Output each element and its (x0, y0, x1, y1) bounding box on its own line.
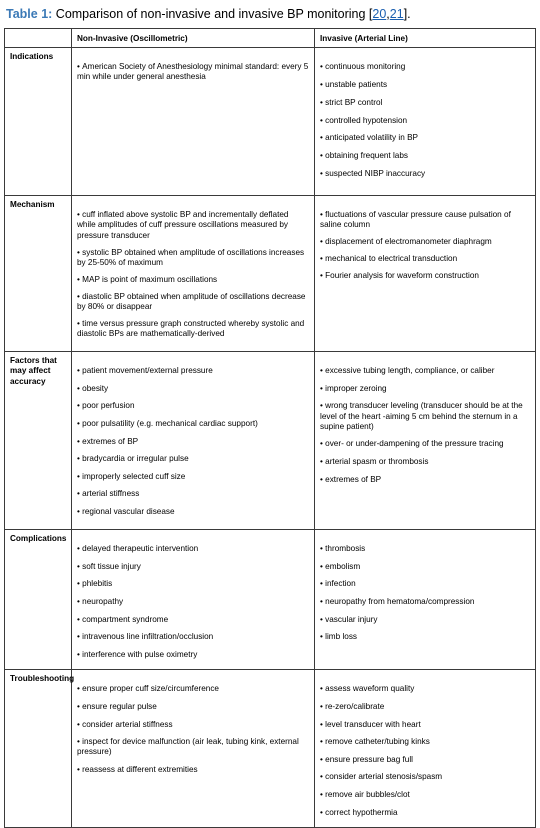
list-item: • improperly selected cuff size (77, 472, 309, 482)
non-invasive-cell (72, 196, 315, 352)
invasive-cell (315, 530, 536, 670)
list-item: • remove air bubbles/clot (320, 790, 530, 800)
invasive-cell (315, 48, 536, 196)
table-caption (6, 6, 411, 22)
invasive-list (320, 534, 530, 642)
list-item: • American Society of Anesthesiology minimal standard: every 5 min while under general anesthesia (77, 62, 309, 82)
list-item: • continuous monitoring (320, 62, 530, 72)
list-item: • cuff inflated above systolic BP and incrementally deflated while amplitudes of cuff pressure oscillations measured by pressure transducer (77, 210, 309, 241)
row-label: Troubleshooting (5, 670, 72, 828)
list-item: • poor perfusion (77, 401, 309, 411)
list-item: • reassess at different extremities (77, 765, 309, 775)
caption-end: ]. (403, 7, 411, 21)
non-invasive-cell (72, 352, 315, 530)
invasive-list (320, 356, 530, 485)
list-item: • unstable patients (320, 80, 530, 90)
list-item: • ensure regular pulse (77, 702, 309, 712)
non-invasive-cell (72, 670, 315, 828)
row-factors-accuracy (5, 352, 536, 530)
list-item: • thrombosis (320, 544, 530, 554)
list-item: • neuropathy from hematoma/compression (320, 597, 530, 607)
header-empty (5, 29, 72, 48)
header-non-invasive: Non-Invasive (Oscillometric) (72, 29, 315, 48)
header-row (5, 29, 536, 48)
list-item: • obesity (77, 384, 309, 394)
list-item: • regional vascular disease (77, 507, 309, 517)
list-item: • excessive tubing length, compliance, or caliber (320, 366, 530, 376)
list-item: • vascular injury (320, 615, 530, 625)
reference-separator: , (386, 7, 390, 21)
list-item: • MAP is point of maximum oscillations (77, 275, 309, 285)
list-item: • assess waveform quality (320, 684, 530, 694)
non-invasive-list (77, 200, 309, 339)
list-item: • arterial spasm or thrombosis (320, 457, 530, 467)
list-item: • arterial stiffness (77, 489, 309, 499)
row-label: Mechanism (5, 196, 72, 352)
row-label: Factors that may affect accuracy (5, 352, 72, 530)
list-item: • neuropathy (77, 597, 309, 607)
header-invasive: Invasive (Arterial Line) (315, 29, 536, 48)
list-item: • correct hypothermia (320, 808, 530, 818)
invasive-cell (315, 352, 536, 530)
list-item: • patient movement/external pressure (77, 366, 309, 376)
list-item: • level transducer with heart (320, 720, 530, 730)
invasive-list (320, 674, 530, 817)
row-label: Indications (5, 48, 72, 196)
list-item: • remove catheter/tubing kinks (320, 737, 530, 747)
list-item: • inspect for device malfunction (air leak, tubing kink, external pressure) (77, 737, 309, 757)
row-troubleshooting (5, 670, 536, 828)
row-mechanism (5, 196, 536, 352)
list-item: • extremes of BP (320, 475, 530, 485)
row-label: Complications (5, 530, 72, 670)
reference-link-21[interactable]: 21 (389, 7, 404, 21)
list-item: • ensure pressure bag full (320, 755, 530, 765)
comparison-table (4, 28, 536, 828)
row-complications (5, 530, 536, 670)
invasive-cell (315, 196, 536, 352)
list-item: • compartment syndrome (77, 615, 309, 625)
non-invasive-cell (72, 530, 315, 670)
list-item: • over- or under-dampening of the pressure tracing (320, 439, 530, 449)
row-indications (5, 48, 536, 196)
list-item: • wrong transducer leveling (transducer should be at the level of the heart -aiming 5 cm behind the sternum in a supine patient) (320, 401, 530, 432)
list-item: • suspected NIBP inaccuracy (320, 169, 530, 179)
list-item: • controlled hypotension (320, 116, 530, 126)
invasive-cell (315, 670, 536, 828)
list-item: • poor pulsatility (e.g. mechanical cardiac support) (77, 419, 309, 429)
invasive-list (320, 52, 530, 179)
list-item: • soft tissue injury (77, 562, 309, 572)
table-number: Table 1: (6, 7, 53, 21)
non-invasive-list (77, 52, 309, 82)
list-item: • phlebitis (77, 579, 309, 589)
list-item: • interference with pulse oximetry (77, 650, 309, 660)
list-item: • mechanical to electrical transduction (320, 254, 530, 264)
list-item: • delayed therapeutic intervention (77, 544, 309, 554)
non-invasive-list (77, 674, 309, 775)
list-item: • fluctuations of vascular pressure cause pulsation of saline column (320, 210, 530, 230)
reference-link-20[interactable]: 20 (372, 7, 387, 21)
list-item: • anticipated volatility in BP (320, 133, 530, 143)
list-item: • limb loss (320, 632, 530, 642)
list-item: • obtaining frequent labs (320, 151, 530, 161)
table-title: Comparison of non-invasive and invasive BP monitoring [ (52, 7, 373, 21)
list-item: • consider arterial stenosis/spasm (320, 772, 530, 782)
list-item: • time versus pressure graph constructed whereby systolic and diastolic BPs are mathematically-derived (77, 319, 309, 339)
non-invasive-list (77, 534, 309, 660)
list-item: • ensure proper cuff size/circumference (77, 684, 309, 694)
list-item: • extremes of BP (77, 437, 309, 447)
list-item: • strict BP control (320, 98, 530, 108)
list-item: • bradycardia or irregular pulse (77, 454, 309, 464)
non-invasive-list (77, 356, 309, 517)
list-item: • infection (320, 579, 530, 589)
list-item: • embolism (320, 562, 530, 572)
list-item: • systolic BP obtained when amplitude of oscillations increases by 25-50% of maximum (77, 248, 309, 268)
list-item: • displacement of electromanometer diaphragm (320, 237, 530, 247)
invasive-list (320, 200, 530, 281)
list-item: • Fourier analysis for waveform construction (320, 271, 530, 281)
list-item: • improper zeroing (320, 384, 530, 394)
list-item: • consider arterial stiffness (77, 720, 309, 730)
list-item: • intravenous line infiltration/occlusion (77, 632, 309, 642)
list-item: • diastolic BP obtained when amplitude of oscillations decrease by 80% or disappear (77, 292, 309, 312)
non-invasive-cell (72, 48, 315, 196)
list-item: • re-zero/calibrate (320, 702, 530, 712)
